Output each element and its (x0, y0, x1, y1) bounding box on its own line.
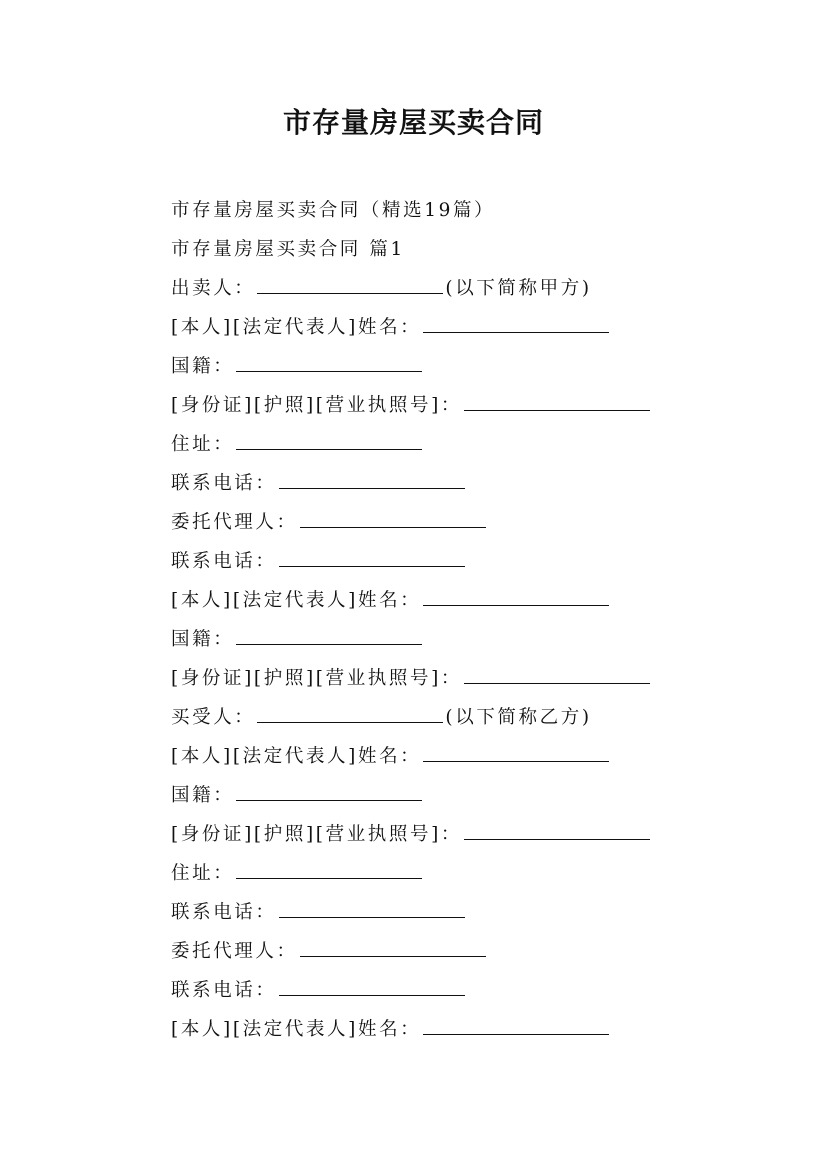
line-label: [本人][法定代表人]姓名： (171, 1019, 422, 1040)
line-label: 联系电话： (171, 551, 277, 572)
fill-in-blank (236, 448, 422, 450)
line-label: 委托代理人： (171, 512, 298, 533)
fill-in-blank (423, 331, 609, 333)
line-label: 住址： (171, 863, 235, 884)
contract-line (171, 193, 652, 232)
line-label: 买受人： (171, 707, 256, 728)
contract-line (171, 310, 652, 349)
fill-in-blank (236, 799, 422, 801)
line-label: [本人][法定代表人]姓名： (171, 317, 422, 338)
line-label: 联系电话： (171, 902, 277, 923)
fill-in-blank (257, 292, 443, 294)
line-label: [身份证][护照][营业执照号]： (171, 824, 463, 845)
fill-in-blank (423, 1033, 609, 1035)
contract-line (171, 778, 652, 817)
fill-in-blank (423, 604, 609, 606)
fill-in-blank (464, 838, 650, 840)
line-label: 联系电话： (171, 980, 277, 1001)
line-label: 联系电话： (171, 473, 277, 494)
fill-in-blank (300, 955, 486, 957)
contract-line (171, 661, 652, 700)
fill-in-blank (279, 994, 465, 996)
line-label: [本人][法定代表人]姓名： (171, 746, 422, 767)
contract-lines (171, 193, 652, 1051)
line-label: [身份证][护照][营业执照号]： (171, 395, 463, 416)
fill-in-blank (464, 409, 650, 411)
fill-in-blank (300, 526, 486, 528)
contract-line (171, 232, 652, 271)
contract-line (171, 622, 652, 661)
line-label: [本人][法定代表人]姓名： (171, 590, 422, 611)
line-label: 国籍： (171, 629, 235, 650)
fill-in-blank (257, 721, 443, 723)
fill-in-blank (236, 643, 422, 645)
contract-line (171, 388, 652, 427)
line-label: 委托代理人： (171, 941, 298, 962)
contract-line (171, 973, 652, 1012)
line-label: 国籍： (171, 356, 235, 377)
fill-in-blank (464, 682, 650, 684)
fill-in-blank (423, 760, 609, 762)
line-suffix: (以下简称甲方) (445, 278, 592, 299)
contract-line (171, 505, 652, 544)
line-label: 市存量房屋买卖合同 篇1 (171, 239, 405, 260)
line-suffix: (以下简称乙方) (445, 707, 592, 728)
contract-line (171, 349, 652, 388)
contract-line (171, 817, 652, 856)
fill-in-blank (279, 487, 465, 489)
contract-line (171, 544, 652, 583)
document-title: 市存量房屋买卖合同 (282, 106, 544, 139)
line-label: 住址： (171, 434, 235, 455)
contract-line (171, 856, 652, 895)
fill-in-blank (236, 370, 422, 372)
contract-line (171, 427, 652, 466)
fill-in-blank (236, 877, 422, 879)
fill-in-blank (279, 916, 465, 918)
contract-line (171, 466, 652, 505)
line-label: 国籍： (171, 785, 235, 806)
contract-line (171, 700, 652, 739)
line-label: [身份证][护照][营业执照号]： (171, 668, 463, 689)
contract-line (171, 271, 652, 310)
line-label: 出卖人： (171, 278, 256, 299)
fill-in-blank (279, 565, 465, 567)
contract-line (171, 583, 652, 622)
contract-line (171, 739, 652, 778)
contract-line (171, 934, 652, 973)
contract-line (171, 895, 652, 934)
contract-line (171, 1012, 652, 1051)
line-label: 市存量房屋买卖合同（精选19篇） (171, 200, 496, 221)
